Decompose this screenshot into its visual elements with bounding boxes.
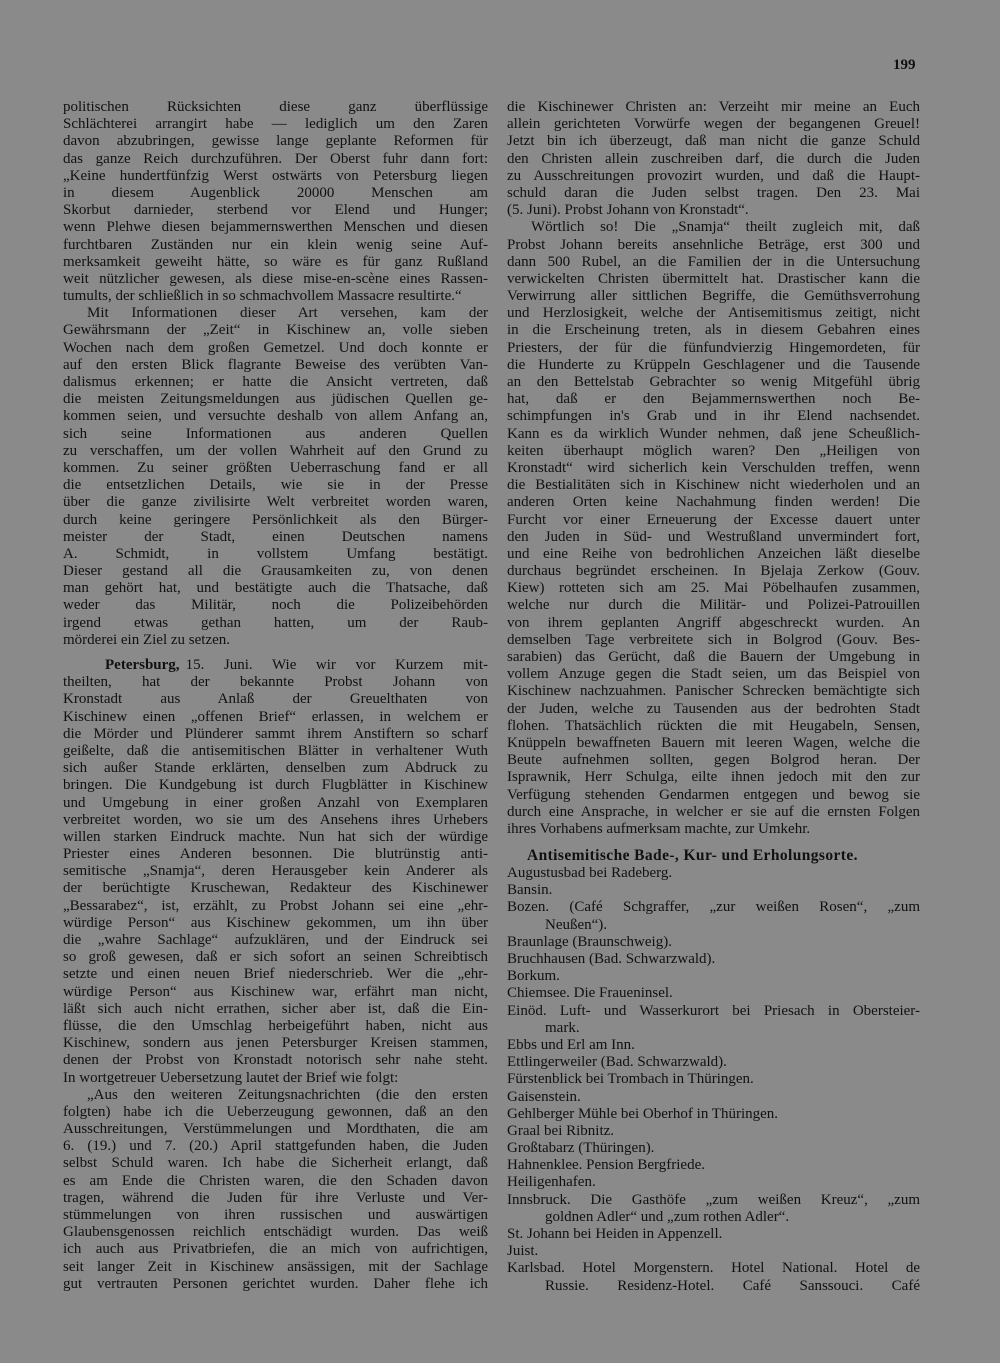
text-line: den Christen allein zuschreiben darf, die durch die Juden xyxy=(507,150,920,167)
text-line: weit nützlicher gewesen, als diese mise-en-scène eines Rassen- xyxy=(63,270,488,287)
text-line: die Mörder und Plünderer sammt ihrem Anstiftern so scharf xyxy=(63,725,488,742)
page-number: 199 xyxy=(893,57,916,73)
text-line: Kischinew, sondern aus jenen Petersburger Kreisen stammen, xyxy=(63,1035,488,1052)
text-line: flüsse, die den Umschlag herbeigeführt haben, nicht aus xyxy=(63,1017,488,1034)
text-line: durch keine geringere Persönlichkeit als den Bürger- xyxy=(63,511,488,528)
text-line: dann 500 Rubel, an die Familien der in die Untersuchung xyxy=(507,253,920,270)
text-line: die Hunderte zu Krüppeln Geschlagener und die Tausende xyxy=(507,356,920,373)
article-continuation xyxy=(507,99,920,838)
text-line: in diesem Augenblick 20000 Menschen am xyxy=(63,184,488,201)
list-item-line: Augustusbad bei Radeberg. xyxy=(507,865,673,882)
text-line: tumults, der schließlich in so schmachvollem Massacre resultirte.“ xyxy=(63,288,462,305)
text-line: Jetzt bin ich überzeugt, daß man nicht die ganze Schuld xyxy=(507,133,920,150)
list-item-line: Großtabarz (Thüringen). xyxy=(507,1140,655,1157)
text-line: zu verschaffen, um der vollen Wahrheit auf den Grund zu xyxy=(63,442,488,459)
list-item xyxy=(507,1071,920,1088)
list-item-line: Braunlage (Braunschweig). xyxy=(507,933,672,950)
text-line: durch eine Ansprache, in welcher er sie auf die ernsten Folgen xyxy=(507,803,920,820)
right-column xyxy=(507,99,920,1295)
list-item-line: Hahnenklee. Pension Bergfriede. xyxy=(507,1157,705,1174)
text-line: die meisten Zeitungsmeldungen aus jüdischen Quellen ge- xyxy=(63,391,488,408)
text-line: (5. Juni). Probst Johann von Kronstadt“. xyxy=(507,202,749,219)
list-item-line: Karlsbad. Hotel Morgenstern. Hotel National. Hotel de xyxy=(507,1260,920,1277)
text-line: „Keine hundertfünfzig Werst ostwärts von Petersburg liegen xyxy=(63,167,488,184)
text-line: theilten, hat der bekannte Probst Johann von xyxy=(63,674,488,691)
text-line: die „wahre Sachlage“ aufzuklären, und der Eindruck sei xyxy=(63,932,488,948)
text-line: seit langer Zeit in Kischinew ansässigen, mit der Sachlage xyxy=(63,1258,488,1275)
text-line: den Juden in Süd- und Westrußland unvermindert fort, xyxy=(507,528,920,545)
text-line: In wortgetreuer Uebersetzung lautet der Brief wie folgt: xyxy=(63,1069,399,1086)
text-line: sarabien) das Gerücht, daß die Bauern der Umgebung in xyxy=(507,649,920,665)
text-line: Kronstadt aus Anlaß der Greuelthaten von xyxy=(63,691,488,708)
text-run: 15. Juni. Wie wir vor Kurzem mit- xyxy=(185,657,488,673)
paragraph xyxy=(63,1087,488,1293)
text-line: politischen Rücksichten diese ganz überflüssige xyxy=(63,99,488,115)
text-line: Dieser gestand all die Grausamkeiten zu, von denen xyxy=(63,563,488,580)
list-item-line: Bozen. (Café Schgraffer, „zur weißen Rosen“, „zum xyxy=(507,899,920,916)
text-line: der berüchtigte Kruschewan, Redakteur des Kischinewer xyxy=(63,880,488,897)
text-line: willen starken Eindruck machte. Nun hat sich der würdige xyxy=(63,828,488,845)
text-line: Isprawnik, Herr Schulga, eilte ihnen jedoch mit den zur xyxy=(507,769,920,786)
text-line: an den Bettelstab Gebrachter so wenig Mitgefühl übrig xyxy=(507,374,920,390)
text-line: verbreitet worden, wo sie um des Ansehens ihres Urhebers xyxy=(63,811,488,828)
list-item xyxy=(507,951,920,968)
list-item-line: Russie. Residenz-Hotel. Café Sanssouci. Café xyxy=(545,1277,920,1294)
list-item xyxy=(507,1243,920,1260)
list-item-line: goldnen Adler“ und „zum rothen Adler“. xyxy=(545,1208,790,1225)
list-item-line: Gehlberger Mühle bei Oberhof in Thüringen. xyxy=(507,1105,779,1122)
list-item-line: Gaisenstein. xyxy=(507,1088,581,1105)
dateline: Petersburg, xyxy=(105,657,180,673)
text-line: tragen, während die Juden für ihre Verluste und Ver- xyxy=(63,1189,488,1206)
list-item xyxy=(507,865,920,882)
text-line: es am Ende die Christen waren, die den Schaden davon xyxy=(63,1172,488,1189)
list-item-line: Bansin. xyxy=(507,882,553,899)
list-item xyxy=(507,1174,920,1191)
list-item xyxy=(507,968,920,985)
text-line: über die ganze zivilisirte Welt verbreitet worden waren, xyxy=(63,494,488,511)
text-line: welche nur durch die Militär- und Polizei-Patrouillen xyxy=(507,597,920,614)
text-line: setzte und einen neuen Brief niederschrieb. Wer die „ehr- xyxy=(63,966,488,983)
text-line: folgten) habe ich die Ueberzeugung gewonnen, daß an den xyxy=(63,1103,488,1120)
text-line: merksamkeit geweiht hätte, so wäre es für ganz Rußland xyxy=(63,253,488,270)
text-line: Kischinew einen „offenen Brief“ erlassen, in welchem er xyxy=(63,708,488,725)
list-item-line: Innsbruck. Die Gasthöfe „zum weißen Kreuz“, „zum xyxy=(507,1191,920,1208)
text-line: Priesters, der für die fünfundvierzig Hingemordeten, für xyxy=(507,339,920,356)
text-line: mörderei ein Ziel zu setzen. xyxy=(63,631,231,648)
resort-list xyxy=(507,865,920,1295)
text-line: schimpfungen in's Grab und in ihr Elend nachsendet. xyxy=(507,408,920,425)
list-item-line: Fürstenblick bei Trombach in Thüringen. xyxy=(507,1071,754,1088)
text-line: Knüppeln bewaffneten Bauern mit leeren Wagen, welche die xyxy=(507,734,920,751)
text-line: der Juden, welche zu Tausenden aus der bedrohten Stadt xyxy=(507,700,920,717)
text-line: und eine Reihe von bedrohlichen Anzeichen läßt dieselbe xyxy=(507,545,920,562)
list-item xyxy=(507,899,920,933)
text-line: semitische „Snamja“, deren Herausgeber kein Anderer als xyxy=(63,863,488,880)
list-item xyxy=(507,1003,920,1037)
paragraph xyxy=(507,99,920,219)
text-line: 6. (19.) und 7. (20.) April stattgefunden haben, die Juden xyxy=(63,1138,488,1155)
text-line: meister der Stadt, einen Deutschen namens xyxy=(63,528,488,545)
list-item-line: Ebbs und Erl am Inn. xyxy=(507,1036,635,1053)
left-column xyxy=(63,99,488,1293)
text-line: Ausschreitungen, Verstümmelungen und Mordthaten, die am xyxy=(63,1121,488,1138)
text-line: A. Schmidt, in vollstem Umfang bestätigt. xyxy=(63,545,488,562)
text-line: Schlächterei arrangirt habe — lediglich um den Zaren xyxy=(63,116,488,133)
text-line: „Aus den weiteren Zeitungsnachrichten (die den ersten xyxy=(87,1086,488,1103)
text-line: hat, daß er den Bejammernswerthen noch Be- xyxy=(507,391,920,408)
paragraph xyxy=(63,305,488,649)
list-heading: Antisemitische Bade-, Kur- und Erholungsorte. xyxy=(527,847,858,865)
list-item-line: mark. xyxy=(545,1019,580,1036)
paragraph xyxy=(507,219,920,838)
text-line: durchaus begründet erscheinen. In Bjelaja Zerkow (Gouv. xyxy=(507,563,920,580)
text-line: Kiew) rotteten sich am 25. Mai Pöbelhaufen zusammen, xyxy=(507,580,920,597)
text-line: wenn Plehwe diesen bejammernswerthen Menschen und diesen xyxy=(63,219,488,236)
list-item xyxy=(507,985,920,1002)
text-line: kommen seien, und versuchte deshalb von allem Anfang an, xyxy=(63,408,488,425)
paragraph xyxy=(63,99,488,305)
text-line: Kronstadt“ wird sicherlich kein Verschulden treffen, wenn xyxy=(507,459,920,476)
text-line: Verfügung stehenden Gendarmen entgegen und bewog sie xyxy=(507,786,920,803)
text-line: sich seine Informationen aus anderen Quellen xyxy=(63,425,488,442)
text-line: selbst Schuld waren. Ich habe die Sicherheit erlangt, daß xyxy=(63,1155,488,1172)
text-line: würdige Person“ aus Kischinew gekommen, um ihn über xyxy=(63,914,488,931)
text-line: Priester eines Anderen besonnen. Die blutrünstig anti- xyxy=(63,846,488,863)
text-line: Gewährsmann der „Zeit“ in Kischinew an, volle sieben xyxy=(63,322,488,339)
list-item xyxy=(507,1140,920,1157)
list-item-line: Juist. xyxy=(507,1243,539,1260)
text-line: in die Erscheinung treten, als in diesem Gebahren eines xyxy=(507,322,920,339)
text-line: geißelte, daß die antisemitischen Blätter in verhaltener Wuth xyxy=(63,742,488,759)
text-line: sich außer Stande erklärten, denselben zum Abdruck zu xyxy=(63,760,488,777)
text-line: bringen. Die Kundgebung ist durch Flugblätter in Kischinew xyxy=(63,777,488,794)
text-line: und Herzlosigkeit, welche der Antisemitismus zeitigt, nicht xyxy=(507,305,920,322)
text-line: demselben Tage verbreitete sich in Bolgrod (Gouv. Bes- xyxy=(507,631,920,648)
list-item-line: Graal bei Ribnitz. xyxy=(507,1122,615,1139)
text-line: stümmelungen von ihren russischen und auswärtigen xyxy=(63,1207,488,1223)
list-item-line: Chiemsee. Die Fraueninsel. xyxy=(507,985,673,1002)
text-line: allein gerichteten Vorwürfe wegen der begangenen Greuel! xyxy=(507,116,920,133)
list-item xyxy=(507,1157,920,1174)
text-line: davon abzubringen, gewisse lange geplante Reformen für xyxy=(63,133,488,150)
text-line: Kischinew nachzuahmen. Panischer Schrecken bemächtigte sich xyxy=(507,683,920,700)
text-line: anderen Orten keine Nachahmung finden werden! Die xyxy=(507,494,920,511)
text-line: denen der Probst von Kronstadt notorisch sehr nahe steht. xyxy=(63,1052,488,1069)
text-line: verwickelten Christen übermittelt hat. Drastischer kann die xyxy=(507,270,920,287)
text-line: Verwirrung aller sittlichen Begriffe, die Gemüthsverrohung xyxy=(507,288,920,305)
text-line: weder das Militär, noch die Polizeibehörden xyxy=(63,597,488,614)
list-item xyxy=(507,1123,920,1140)
text-line: gut vertrauten Personen gerichtet wurden. Daher flehe ich xyxy=(63,1275,488,1292)
text-line: und Umgebung in einer großen Anzahl von Exemplaren xyxy=(63,794,488,811)
paragraph xyxy=(63,657,488,1087)
list-item-line: St. Johann bei Heiden in Appenzell. xyxy=(507,1226,723,1242)
text-line: Furcht vor einer Erneuerung der Excesse dauert unter xyxy=(507,511,920,528)
list-item xyxy=(507,882,920,899)
text-line: Skorbut darnieder, sterbend vor Elend und Hunger; xyxy=(63,202,488,219)
text-line: die Kischinewer Christen an: Verzeiht mir meine an Euch xyxy=(507,99,920,115)
text-line: das ganze Reich durchzuführen. Der Oberst fuhr dann fort: xyxy=(63,150,488,167)
text-line: kommen. Zu seiner größten Ueberraschung fand er all xyxy=(63,459,488,476)
list-item-line: Borkum. xyxy=(507,968,560,985)
text-line: von ihrem geplanten Angriff abgeschreckt wurden. An xyxy=(507,614,920,631)
list-item xyxy=(507,934,920,951)
text-line: würdige Person“ aus Kischinew war, erfährt man nicht, xyxy=(63,983,488,1000)
list-item xyxy=(507,1089,920,1106)
text-line: flohen. Thatsächlich rückten die mit Heugabeln, Sensen, xyxy=(507,717,920,734)
text-line: läßt sich auch nicht errathen, sicher aber ist, daß die Ein- xyxy=(63,1000,488,1017)
text-line: Wörtlich so! Die „Snamja“ theilt zugleich mit, daß xyxy=(531,219,920,236)
list-item xyxy=(507,1037,920,1054)
list-item-line: Ettlingerweiler (Bad. Schwarzwald). xyxy=(507,1054,727,1071)
text-line: irgend etwas gethan hatten, um der Raub- xyxy=(63,614,488,631)
text-line xyxy=(63,657,488,674)
text-line: Wochen nach dem großen Gemetzel. Und doch konnte er xyxy=(63,339,488,356)
list-item xyxy=(507,1106,920,1123)
text-line: Kann es da wirklich Wunder nehmen, daß jene Scheußlich- xyxy=(507,425,920,442)
text-line: Glaubensgenossen reichlich entschädigt wurden. Das weiß xyxy=(63,1224,488,1241)
text-line: die entsetzlichen Details, wie sie in der Presse xyxy=(63,477,488,494)
text-line: so groß gewesen, daß er sich sofort an seinen Schreibtisch xyxy=(63,949,488,966)
list-item-line: Bruchhausen (Bad. Schwarzwald). xyxy=(507,951,716,967)
text-line: man gehört hat, und bestätigte auch die Thatsache, daß xyxy=(63,580,488,597)
text-line: Beute aufnehmen sollten, gegen Bolgrod heran. Der xyxy=(507,752,920,769)
list-item-line: Neußen“). xyxy=(545,916,608,933)
list-item-line: Heiligenhafen. xyxy=(507,1174,596,1191)
list-item xyxy=(507,1192,920,1226)
text-line: ich auch aus Privatbriefen, die an mich von aufrichtigen, xyxy=(63,1241,488,1258)
text-line: Probst Johann bereits ansehnliche Beträge, erst 300 und xyxy=(507,236,920,253)
text-line: ihres Vorhabens aufmerksam machte, zur Umkehr. xyxy=(507,820,811,837)
text-line: die Bestialitäten sich in Kischinew nicht wiederholen und an xyxy=(507,477,920,494)
list-item xyxy=(507,1054,920,1071)
text-line: „Bessarabez“, ist, erzählt, zu Probst Johann sei eine „ehr- xyxy=(63,897,488,914)
text-line: schuld daran die Juden selbst tragen. Den 23. Mai xyxy=(507,184,920,201)
text-line: vollem Anzuge gegen die Stadt seien, um das Beispiel von xyxy=(507,666,920,683)
text-line: auf den ersten Blick flagrante Beweise des verübten Van- xyxy=(63,356,488,373)
list-item xyxy=(507,1226,920,1243)
list-item-line: Einöd. Luft- und Wasserkurort bei Priesach in Obersteier- xyxy=(507,1002,920,1019)
text-line: keiten überhaupt möglich waren? Den „Heiligen von xyxy=(507,442,920,459)
text-line: Mit Informationen dieser Art versehen, kam der xyxy=(87,305,488,322)
list-item xyxy=(507,1260,920,1294)
text-line: zu Ausschreitungen provozirt wurden, und daß die Haupt- xyxy=(507,167,920,184)
text-line: furchtbaren Zuständen nur ein klein wenig seine Auf- xyxy=(63,236,488,253)
text-line: dalismus erkennen; er hatte die Ansicht vertreten, daß xyxy=(63,374,488,390)
